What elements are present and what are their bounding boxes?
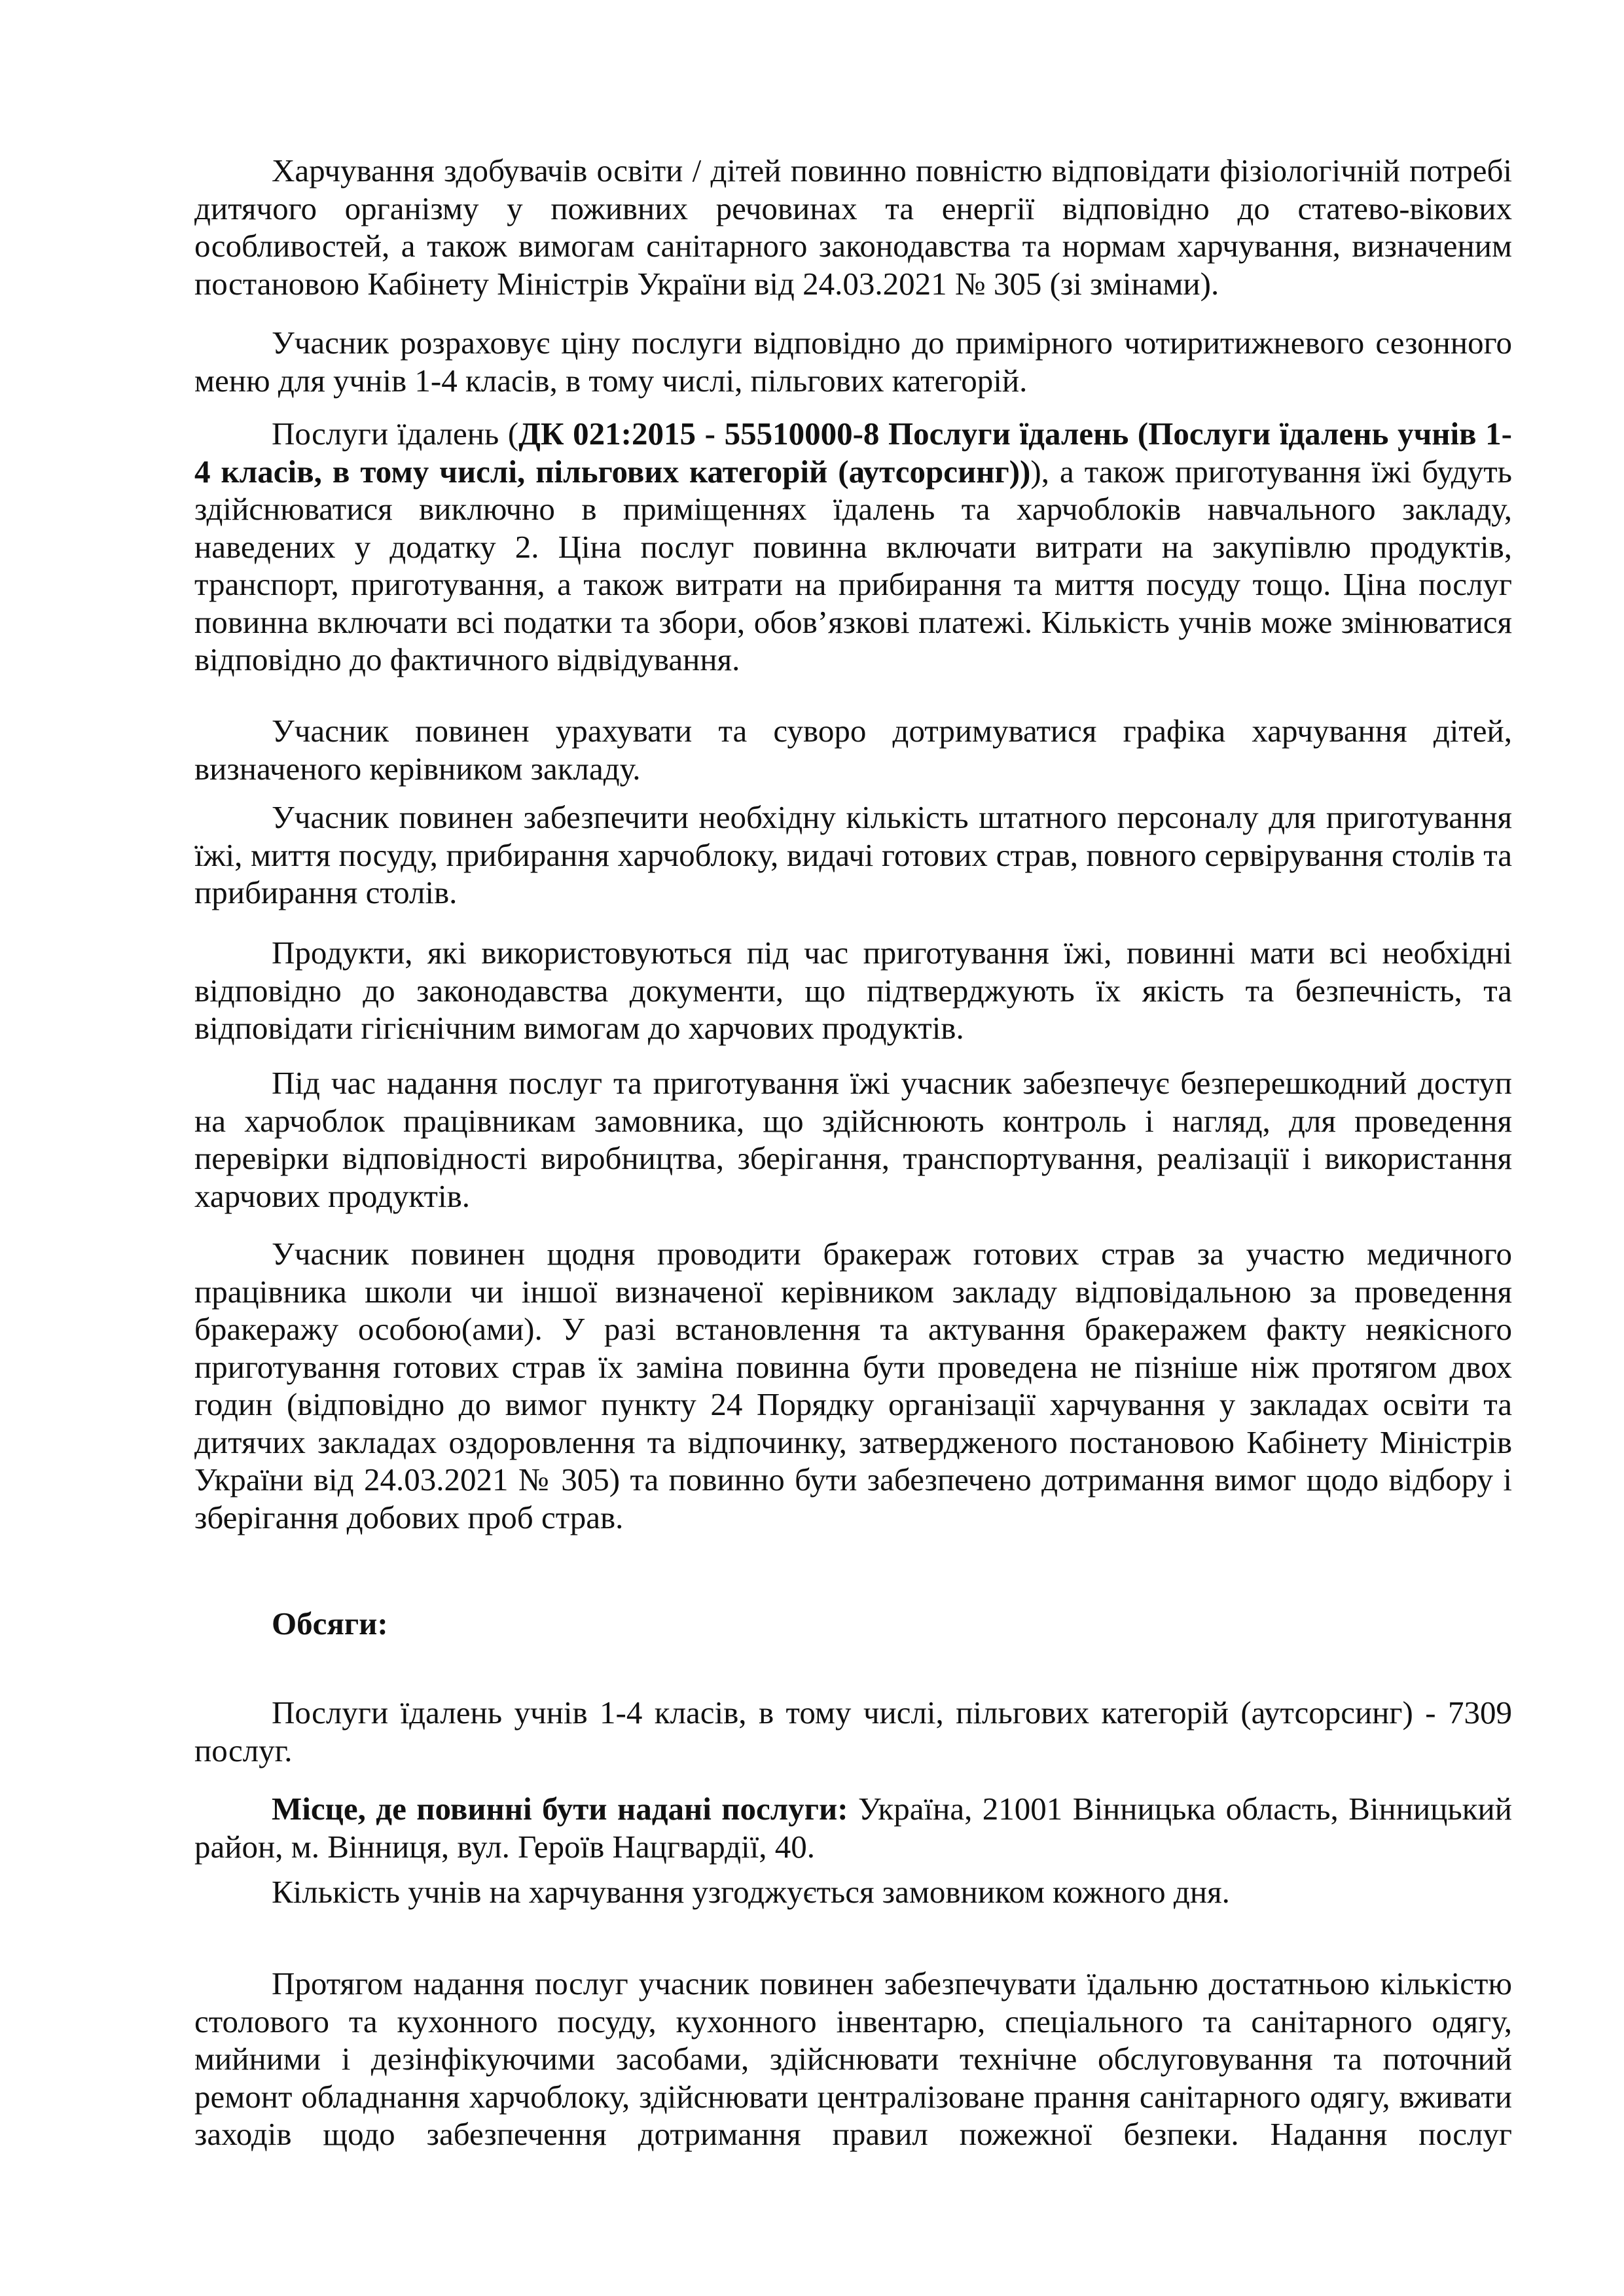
paragraph-staffing: Учасник повинен забезпечити необхідну кількість штатного персоналу для приготування їжі, миття посуду, прибирання харчоблоку, видачі готових страв, повного сервірування столів та прибирання столів. bbox=[194, 799, 1512, 910]
paragraph-service-location bbox=[194, 1790, 1512, 1865]
services-description: ), а також приготування їжі будуть здійснюватися виключно в приміщеннях їдалень та харчоблоків навчального закладу, наведених у додатку 2. Ціна послуг повинна включати витрати на закупівлю продуктів, транспорт, приготування, а також витрати на прибирання та миття посуду тощо. Ціна послуг повинна включати всі податки та збори, обов’язкові платежі. Кількість учнів може змінюватися відповідно до фактичного відвідування. bbox=[194, 453, 1512, 677]
paragraph-access-control: Під час надання послуг та приготування їжі учасник забезпечує безперешкодний доступ на харчоблок працівникам замовника, що здійснюють контроль і нагляд, для проведення перевірки відповідності виробництва, зберігання, транспортування, реалізації і використання харчових продуктів. bbox=[194, 1065, 1512, 1214]
service-code-bold: ДК 021:2015 - 55510000-8 Послуги їдалень (Послуги їдалень учнів 1-4 класів, в тому числі, пільгових категорій (аутсорсинг)) bbox=[194, 416, 1512, 490]
volumes-heading: Обсяги: bbox=[272, 1605, 388, 1641]
paragraph-product-documents: Продукти, які використовуються під час приготування їжі, повинні мати всі необхідні відповідно до законодавства документи, що підтверджують їх якість та безпечність, та відповідати гігієнічним вимогам до харчових продуктів. bbox=[194, 935, 1512, 1046]
paragraph-brakerazh: Учасник повинен щодня проводити бракераж готових страв за участю медичного працівника школи чи іншої визначеної керівником закладу відповідальною за проведення бракеражу особою(ами). У разі встановлення та актування бракеражем факту неякісного приготування готових страв їх заміна повинна бути проведена не пізніше ніж протягом двох годин (відповідно до вимог пункту 24 Порядку організації харчування у закладах освіти та дитячих закладах оздоровлення та відпочинку, затвердженого постановою Кабінету Міністрів України від 24.03.2021 № 305) та повинно бути забезпечено дотримання вимог щодо відбору і зберігання добових проб страв. bbox=[194, 1236, 1512, 1535]
location-address: Україна, 21001 Вінницька область, Вінницький район, м. Вінниця, вул. Героїв Нацгвардії, 40. bbox=[194, 1791, 1512, 1865]
paragraph-nutrition-requirements: Харчування здобувачів освіти / дітей повинно повністю відповідати фізіологічній потребі дитячого організму у поживних речовинах та енергії відповідно до статево-вікових особливостей, а також вимогам санітарного законодавства та нормам харчування, визначеним постановою Кабінету Міністрів України від 24.03.2021 № 305 (зі змінами). bbox=[194, 152, 1512, 302]
paragraph-canteen-services bbox=[194, 415, 1512, 679]
paragraph-price-calculation: Учасник розраховує ціну послуги відповідно до примірного чотиритижневого сезонного меню для учнів 1-4 класів, в тому числі, пільгових категорій. bbox=[194, 325, 1512, 399]
paragraph-meal-schedule: Учасник повинен урахувати та суворо дотримуватися графіка харчування дітей, визначеного керівником закладу. bbox=[194, 713, 1512, 787]
paragraph-volumes: Послуги їдалень учнів 1-4 класів, в тому числі, пільгових категорій (аутсорсинг) - 7309 послуг. bbox=[194, 1695, 1512, 1768]
location-label: Місце, де повинні бути надані послуги: bbox=[272, 1791, 848, 1827]
services-prefix: Послуги їдалень ( bbox=[272, 416, 519, 452]
paragraph-equipment-obligations: Протягом надання послуг учасник повинен забезпечувати їдальню достатньою кількістю столового та кухонного посуду, кухонного інвентарю, спеціального та санітарного одягу, мийними і дезінфікуючими засобами, здійснювати технічне обслуговування та поточний ремонт обладнання харчоблоку, здійснювати централізоване прання санітарного одягу, вживати заходів щодо забезпечення дотримання правил пожежної безпеки. Надання послуг bbox=[194, 1965, 1512, 2152]
paragraph-daily-students: Кількість учнів на харчування узгоджується замовником кожного дня. bbox=[272, 1874, 1230, 1910]
